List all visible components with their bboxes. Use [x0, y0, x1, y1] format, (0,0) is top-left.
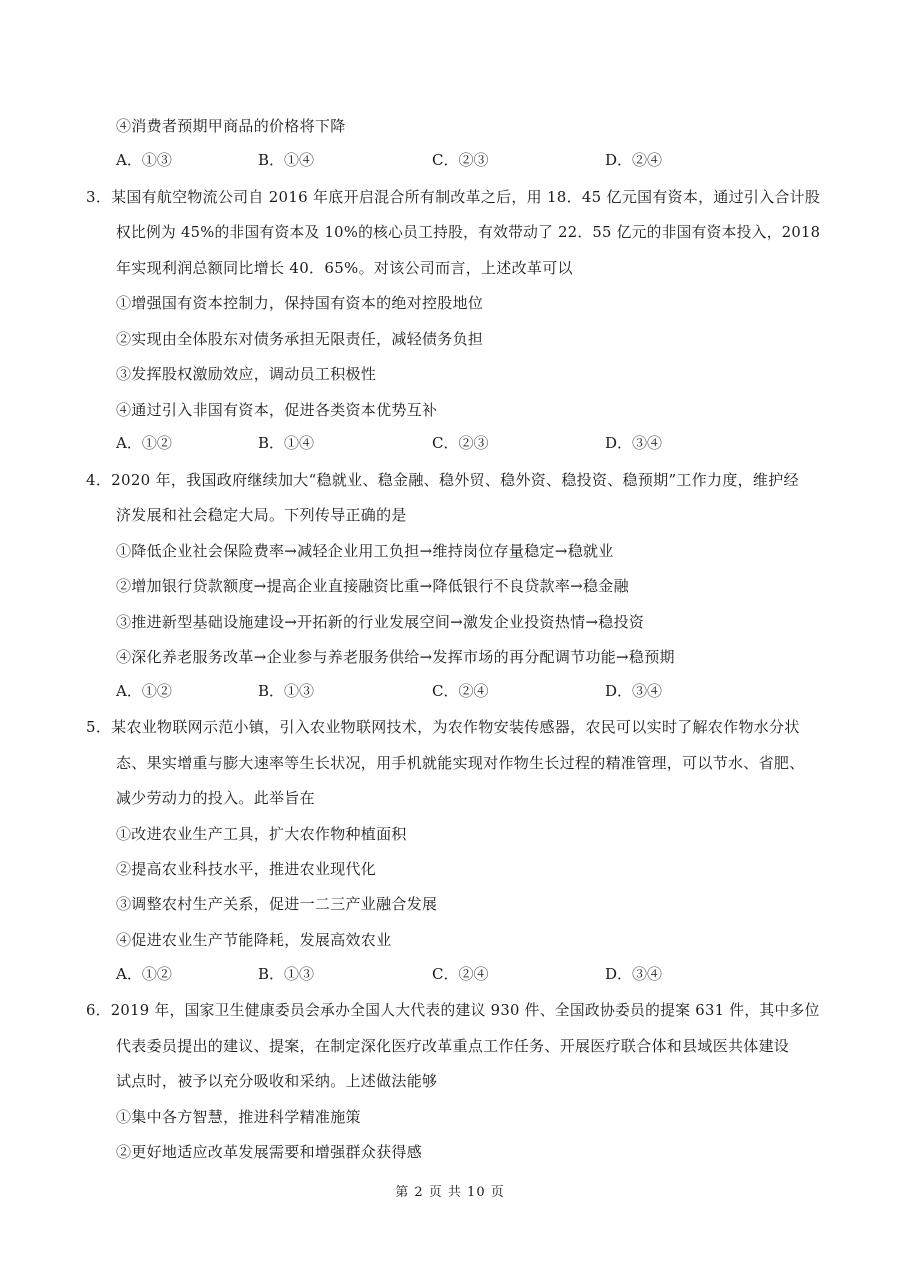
- q6-stem-line-3: 试点时，被予以充分吸收和采纳。上述做法能够: [116, 1072, 438, 1090]
- q3-options: [116, 432, 676, 454]
- q3-stem-line-3: 年实现利润总额同比增长 40．65%。对该公司而言，上述改革可以: [116, 259, 573, 277]
- q3-statement-4: ④通过引入非国有资本，促进各类资本优势互补: [116, 401, 438, 419]
- page-number-footer: 第 2 页 共 10 页: [395, 1185, 505, 1200]
- q4-option-a: A．①②: [116, 682, 172, 700]
- q2-statement-4: ④消费者预期甲商品的价格将下降: [116, 117, 346, 135]
- q4-statement-3: ③推进新型基础设施建设→开拓新的行业发展空间→激发企业投资热情→稳投资: [116, 613, 645, 631]
- q3-statement-3: ③发挥股权激励效应，调动员工积极性: [116, 365, 377, 383]
- q5-stem-line-1: 5．某农业物联网示范小镇，引入农业物联网技术，为农作物安装传感器，农民可以实时了解农作物水分状: [86, 718, 800, 736]
- q3-stem-line-2: 权比例为 45%的非国有资本及 10%的核心员工持股，有效带动了 22．55 亿元的非国有资本投入，2018: [116, 223, 821, 241]
- q5-options: [116, 963, 676, 985]
- q5-stem-line-2: 态、果实增重与膨大速率等生长状况，用手机就能实现对作物生长过程的精准管理，可以节水、省肥、: [116, 754, 805, 772]
- q5-option-a: A．①②: [116, 965, 172, 983]
- q5-statement-3: ③调整农村生产关系，促进一二三产业融合发展: [116, 895, 438, 913]
- q4-stem-line-2: 济发展和社会稳定大局。下列传导正确的是: [116, 506, 407, 524]
- q3-option-a: A．①②: [116, 434, 172, 452]
- q2-option-d: D．②④: [605, 151, 663, 169]
- q3-option-d: D．③④: [605, 434, 663, 452]
- q2-option-c: C．②③: [432, 151, 489, 169]
- q3-option-c: C．②③: [432, 434, 489, 452]
- q2-option-b: B．①④: [258, 151, 315, 169]
- q4-stem-line-1: 4．2020 年，我国政府继续加大“稳就业、稳金融、稳外贸、稳外资、稳投资、稳预期”工作力度，维护经: [86, 471, 799, 489]
- q6-statement-2: ②更好地适应改革发展需要和增强群众获得感: [116, 1143, 423, 1161]
- q6-statement-1: ①集中各方智慧，推进科学精准施策: [116, 1108, 361, 1126]
- q3-option-b: B．①④: [258, 434, 315, 452]
- q4-statement-2: ②增加银行贷款额度→提高企业直接融资比重→降低银行不良贷款率→稳金融: [116, 577, 629, 595]
- q4-option-c: C．②④: [432, 682, 489, 700]
- q3-statement-2: ②实现由全体股东对债务承担无限责任，减轻债务负担: [116, 330, 484, 348]
- q5-option-c: C．②④: [432, 965, 489, 983]
- q3-statement-1: ①增强国有资本控制力，保持国有资本的绝对控股地位: [116, 294, 484, 312]
- q4-statement-4: ④深化养老服务改革→企业参与养老服务供给→发挥市场的再分配调节功能→稳预期: [116, 648, 675, 666]
- q6-stem-line-2: 代表委员提出的建议、提案，在制定深化医疗改革重点工作任务、开展医疗联合体和县域医共体建设: [116, 1037, 790, 1055]
- q4-option-d: D．③④: [605, 682, 663, 700]
- q2-options: [116, 149, 676, 171]
- q4-options: [116, 680, 676, 702]
- q4-statement-1: ①降低企业社会保险费率→减轻企业用工负担→维持岗位存量稳定→稳就业: [116, 542, 614, 560]
- q3-stem-line-1: 3．某国有航空物流公司自 2016 年底开启混合所有制改革之后，用 18．45 亿元国有资本，通过引入合计股: [86, 188, 821, 206]
- q4-option-b: B．①③: [258, 682, 315, 700]
- q2-option-a: A．①③: [116, 151, 172, 169]
- q5-statement-1: ①改进农业生产工具，扩大农作物种植面积: [116, 825, 407, 843]
- q5-stem-line-3: 减少劳动力的投入。此举旨在: [116, 789, 315, 807]
- q5-option-d: D．③④: [605, 965, 663, 983]
- q5-statement-4: ④促进农业生产节能降耗，发展高效农业: [116, 931, 392, 949]
- q5-option-b: B．①③: [258, 965, 315, 983]
- q5-statement-2: ②提高农业科技水平，推进农业现代化: [116, 860, 377, 878]
- q6-stem-line-1: 6．2019 年，国家卫生健康委员会承办全国人大代表的建议 930 件、全国政协委员的提案 631 件，其中多位: [86, 1001, 820, 1019]
